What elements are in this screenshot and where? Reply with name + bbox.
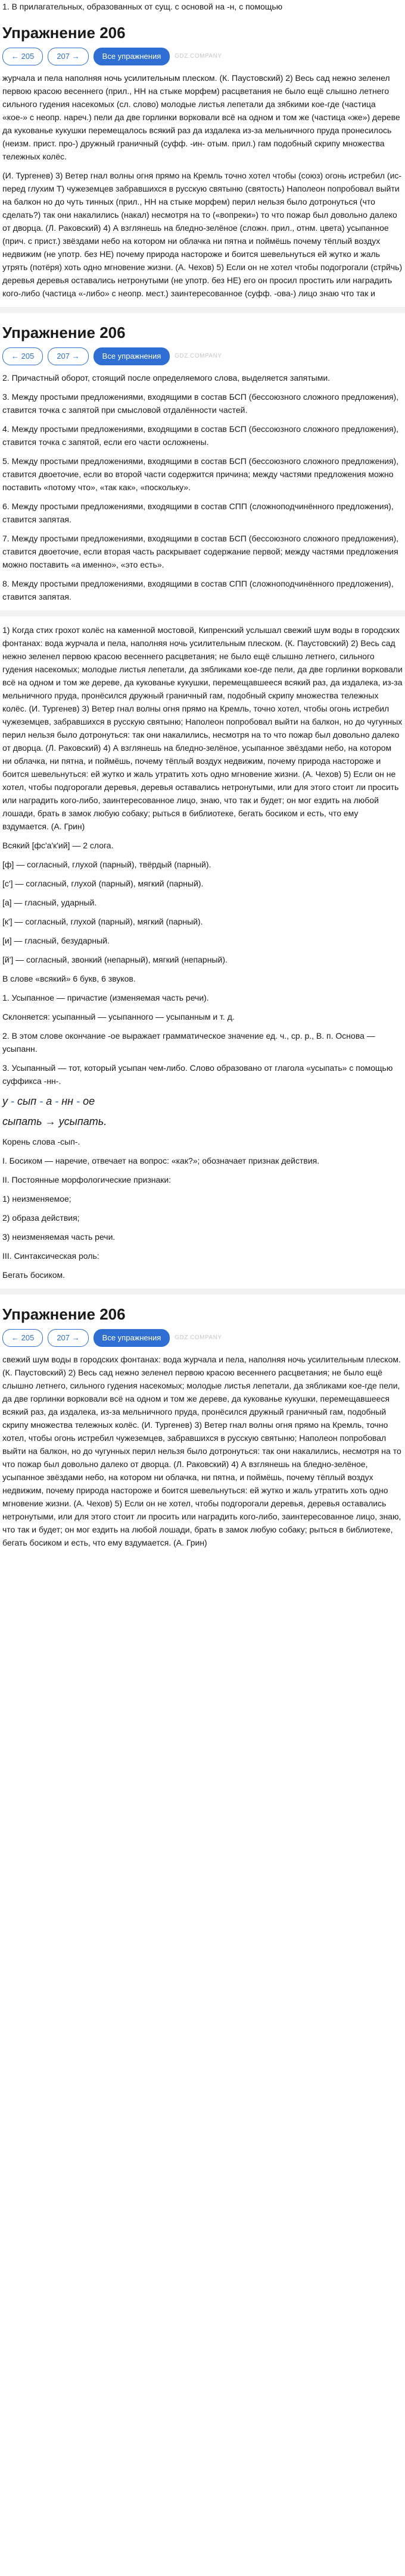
analysis-block — [0, 324, 405, 603]
morpheme-suffix: нн — [61, 1095, 74, 1107]
chevron-right-icon: → — [70, 52, 80, 61]
analysis-item: 3. Между простыми предложениями, входящими в состав БСП (бессоюзного сложного предложения), ставится точка с запятой при смысловой отдалённости частей. — [2, 392, 399, 415]
phonetic-row: [к'] — согласный, глухой (парный), мягкий (парный). — [2, 917, 203, 926]
phonetic-row: [с'] — согласный, глухой (парный), мягкий (парный). — [2, 879, 204, 888]
morph-item: 1. Усыпанное — причастие (изменяемая часть речи). — [2, 993, 209, 1002]
bottom-block — [0, 1305, 405, 1549]
analysis-item: 6. Между простыми предложениями, входящими в состав СПП (сложноподчинённого предложения), ставится запятая. — [2, 502, 394, 524]
phonetic-word: Всякий [фс'а'к'ий] — 2 слога. — [2, 841, 114, 850]
full-text-block — [0, 623, 405, 1281]
section-divider — [0, 1289, 405, 1295]
analysis-item: 2. Причастный оборот, стоящий после определяемого слова, выделяется запятыми. — [2, 373, 331, 383]
section-title: Упражнение 206 — [2, 24, 126, 42]
morpheme-separator: - — [76, 1095, 80, 1107]
analysis-item: 5. Между простыми предложениями, входящими в состав БСП (бессоюзного сложного предложения), ставится двоеточие, если во второй части содержится причина; между частями предложения можно поставить «потому что», «так как», «поскольку». — [2, 456, 399, 492]
chevron-right-icon: → — [70, 1333, 80, 1342]
morphemic-formula — [2, 1095, 403, 1108]
prev-exercise-label: 205 — [21, 352, 35, 361]
exercise-text-2: (И. Тургенев) 3) Ветер гнал волны огня прямо на Кремль точно хотел чтобы (союз) огонь истребил (ис- перед глухим Т) чужеземцев забравшихся в русскую святыню (святость) Наполеон попробовал выйти на балкон но до чуть тинных (прил., НН на стыке морфем) перил нельзя было дотронуться (что сделать?) так они накалились (накал) несмотря на то («вопреки») то что пожар был довольно далеко от дворца. (Л. Раковский) 4) А взглянешь на бледно-зелёное (сложн. прил., отнм. цвета) усыпанное (прич. с прист.) звёздами небо на котором ни облачка ни пятна и поймёшь почему тёплый воздух недвижим (не употр. без НЕ) почему природа настороже и боится шевельнуться ей жутко и жаль утрять (потёря) хоть одно мгновение жизни. (А. Чехов) 5) Если он не хотел чтобы подогрогали (стрйчь) деревья деревья оставались нетронутыми (не употр. без НЕ) его он просил простить или наградить кого-либо (частица «-либо» с неопр. мест.) заинтересованное (суфф. -ова-) лицо знаю что так и — [2, 171, 403, 298]
parse-item: Корень слова -сып-. — [2, 1137, 80, 1146]
all-exercises-button[interactable]: Все упражнения — [94, 347, 170, 365]
morph-item: 2. В этом слове окончание -ое выражает грамматическое значение ед. ч., ср. р., В. п. Основа — усыпанн. — [2, 1031, 375, 1054]
watermark: GDZ.COMPANY — [175, 353, 222, 359]
morpheme-prefix: у — [2, 1095, 8, 1107]
chevron-left-icon: ← — [11, 52, 21, 61]
formation-line — [2, 1115, 403, 1128]
morpheme-ending: ое — [83, 1095, 95, 1107]
analysis-item: 8. Между простыми предложениями, входящими в состав СПП (сложноподчинённого предложения), ставится запятая. — [2, 579, 394, 601]
exercise-nav — [2, 1329, 403, 1347]
phonetic-row: [ф] — согласный, глухой (парный), твёрдый (парный). — [2, 860, 211, 869]
all-exercises-button[interactable]: Все упражнения — [94, 48, 170, 65]
parse-item: 3) неизменяемая часть речи. — [2, 1232, 116, 1242]
morpheme-root: сып — [17, 1095, 37, 1107]
morpheme-separator: - — [39, 1095, 43, 1107]
formation-text: сыпать → усыпать. — [2, 1115, 107, 1127]
section-title: Упражнение 206 — [2, 324, 126, 341]
morpheme-separator: - — [11, 1095, 15, 1107]
prev-exercise-button[interactable] — [2, 48, 43, 65]
next-exercise-button[interactable] — [48, 347, 88, 365]
morph-item: Склоняется: усыпанный — усыпанного — усыпанным и т. д. — [2, 1012, 235, 1021]
morph-item: 3. Усыпанный — тот, который усыпан чем-либо. Слово образовано от глагола «усыпать» с помощью суффикса -нн-. — [2, 1063, 393, 1086]
morpheme-suffix: а — [46, 1095, 52, 1107]
parse-item: 1) неизменяемое; — [2, 1194, 71, 1204]
exercise-nav — [2, 48, 403, 65]
chevron-right-icon: → — [70, 352, 80, 361]
full-text: 1) Когда стих грохот колёс на каменной мостовой, Кипренский услышал свежий шум воды в городских фонтанах: вода журчала и пела, наполняя ночь усилительным плеском. (К. Паустовский) 2) Весь сад нежно зеленел первою красою весеннего расцветания; не было ещё слышно летнего, сильного гудения насекомых; молодые листья лепетали, да зябликами кое-где пели, да две горлинки ворковали всё на одном и том же дереве, да кукованье кукушки, перемещавшееся всякий раз, да издалека, из-за мельничного пруда, пронёсился дружный граничный гам, подобный скрипу множества тележных колёс. (И. Тургенев) 3) Ветер гнал волны огня прямо на Кремль, точно хотел, чтобы огонь истребил чужеземцев, забравшихся в русскую святыню; Наполеон попробовал выйти на балкон, но до чугунных перил нельзя было дотронуться: так они накалились, несмотря на то что пожар был довольно далеко от дворца. (Л. Раковский) 4) А взглянешь на бледно-зелёное, усыпанное звёздами небо, на котором ни облачка, ни пятна, и поймёшь, почему тёплый воздух недвижим, почему природа настороже и боится шевельнуться: ей жутко и жаль утратить хоть одно мгновение жизни. (А. Чехов) 5) Если он не хотел, чтобы подгорогали деревья, деревья оставались нетронутыми, или для этого стоит ли просить или наградить кого-либо, заинтересованное лицо, знаю, что так и будет; он мог ездить на любой лошади, брать в замок любую собаку; рыться в библиотеке, бегать босиком и есть, что ему вздумается. (А. Грин) — [2, 625, 403, 831]
prev-exercise-label: 205 — [21, 52, 35, 61]
analysis-item: 7. Между простыми предложениями, входящими в состав БСП (бессоюзного сложного предложения), ставится двоеточие, если вторая часть раскрывает содержание первой; между частями предложения можно поставить «а именно», «это есть». — [2, 534, 399, 569]
morpheme-separator: - — [55, 1095, 59, 1107]
next-exercise-button[interactable] — [48, 1329, 88, 1347]
next-exercise-label: 207 — [57, 52, 70, 61]
analysis-item: 4. Между простыми предложениями, входящими в состав БСП (бессоюзного сложного предложения), ставится точка с запятой, если его части осложнены. — [2, 424, 399, 447]
chevron-left-icon: ← — [11, 1333, 21, 1342]
intro-paragraph: 1. В прилагательных, образованных от сущ. с основой на -н, с помощью — [2, 2, 283, 11]
top-block — [0, 0, 405, 300]
phonetic-row: [и] — гласный, безударный. — [2, 936, 110, 945]
chevron-left-icon: ← — [11, 352, 21, 361]
section-title: Упражнение 206 — [2, 1305, 126, 1323]
phonetic-row: [а] — гласный, ударный. — [2, 898, 97, 907]
parse-item: I. Босиком — наречие, отвечает на вопрос: «как?»; обозначает признак действия. — [2, 1156, 320, 1165]
next-exercise-button[interactable] — [48, 48, 88, 65]
parse-item: II. Постоянные морфологические признаки: — [2, 1175, 172, 1184]
exercise-nav — [2, 347, 403, 365]
section-divider — [0, 610, 405, 616]
prev-exercise-label: 205 — [21, 1333, 35, 1342]
parse-item: 2) образа действия; — [2, 1213, 80, 1223]
phonetic-row: В слове «всякий» 6 букв, 6 звуков. — [2, 974, 136, 983]
watermark: GDZ.COMPANY — [175, 1334, 222, 1341]
bottom-text: свежий шум воды в городских фонтанах: вода журчала и пела, наполняя ночь усилительным плеском. (К. Паустовский) 2) Весь сад нежно зеленел первою красою весеннего расцветания; не было ещё слышно летнего, сильного гудения насекомых; молодые листья лепетали, да зябликами кое-где пели, да две горлинки ворковали всё на одном и том же дереве, да кукованье кукушки, перемещавшееся всякий раз, да издалека, из-за мельничного пруда, пронёсился дружный граничный гам, подобный скрипу множества тележных колёс. (И. Тургенев) 3) Ветер гнал волны огня прямо на Кремль, точно хотел, чтобы огонь истребил чужеземцев, забравшихся в русскую святыню; Наполеон попробовал выйти на балкон, но до чугунных перил нельзя было дотронуться: так они накалились, несмотря на то что пожар был довольно далеко от дворца. (Л. Раковский) 4) А взглянешь на бледно-зелёное, усыпанное звёздами небо, на котором ни облачка, ни пятна, и поймёшь, почему тёплый воздух недвижим, почему природа настороже и боится шевельнуться: ей жутко и жаль утратить хоть одно мгновение жизни. (А. Чехов) 5) Если он не хотел, чтобы подгорогали деревья, деревья оставались нетронутыми, или для этого стоит ли просить или наградить кого-либо, заинтересованное лицо, знаю, что так и будет; он мог ездить на любой лошади, брать в замок любую собаку; рыться в библиотеке, бегать босиком и есть, что ему вздумается. (А. Грин) — [2, 1355, 401, 1547]
next-exercise-label: 207 — [57, 352, 70, 361]
prev-exercise-button[interactable] — [2, 1329, 43, 1347]
parse-item: Бегать босиком. — [2, 1270, 66, 1280]
section-divider — [0, 307, 405, 313]
parse-item: III. Синтаксическая роль: — [2, 1251, 99, 1261]
next-exercise-label: 207 — [57, 1333, 70, 1342]
prev-exercise-button[interactable] — [2, 347, 43, 365]
exercise-text-1: журчала и пела наполняя ночь усилительным плеском. (К. Паустовский) 2) Весь сад нежно зеленел первою красою весеннего (прил., НН на стыке морфем) расцветания не было ещё слышно летнего сильного гудения насекомых (сл. слово) молодые листья лепетали да зябкими кое-где (частица «кое-» с неопр. нареч.) пели да две горлинки ворковали всё на одном и том же (частица «же») дереве да кукованье кукушки перемещалось всякий раз да издалека из-за мельничного пруда пронесилось (неизм. прист. про-) дружный граничный (суфф. -ин- отым. прил.) гам подобный скрипу множества тележных колёс. — [2, 73, 400, 161]
all-exercises-button[interactable]: Все упражнения — [94, 1329, 170, 1347]
phonetic-row: [й'] — согласный, звонкий (непарный), мягкий (непарный). — [2, 955, 228, 964]
watermark: GDZ.COMPANY — [175, 53, 222, 59]
